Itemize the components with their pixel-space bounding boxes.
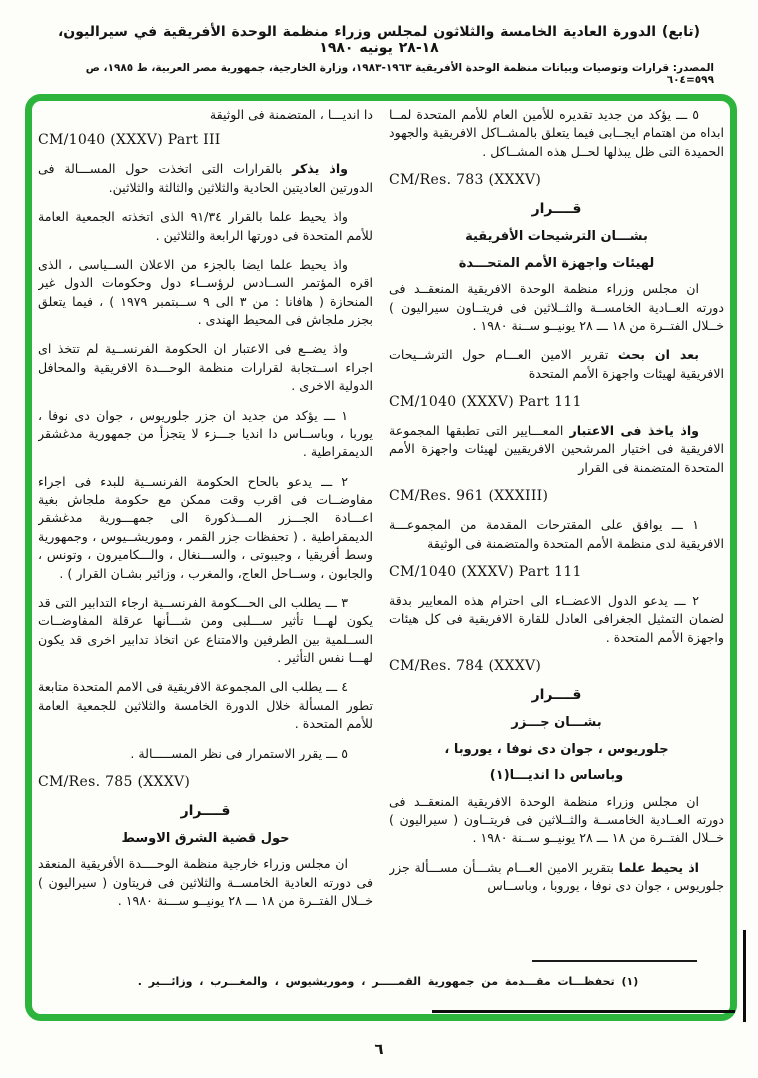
column-right <box>389 106 724 948</box>
paragraph: ١ ـــ يؤكد من جديد ان جزر جلوريوس ، جوان دى نوفا ، يوربا ، وباســاس دا انديا جـــزء لا يتجزأ من جمهورية مدغشقر الديمقراطية . <box>38 407 373 460</box>
paragraph: ان مجلس وزراء خارجية منظمة الوحــــدة الأفريقية المنعقد فى دورته العادية الخامســة والثلاثين فى فريتاون ( سيراليون ) خــلال الفتــرة من ١٨ ـــ ٢٨ يونيــو ســـنة ١٩٨٠ . <box>38 856 373 909</box>
footnote: (١) تحفظـــات مقـــدمة من جمهورية القمـــــر ، وموريشيوس ، والمغـــرب ، وزائـــير . <box>137 975 639 988</box>
paragraph: ٢ ـــ يدعو الدول الاعضــاء الى احترام هذه المعايير بدقة لضمان التمثيل الجغرافى العادل للقارة الافريقية فى كل هيئات واجهزة الأمم المتحدة . <box>389 592 724 645</box>
paragraph <box>38 160 373 197</box>
resolution-ref: CM/Res. 961 (XXXIII) <box>389 488 549 505</box>
column-left <box>38 106 373 948</box>
paragraph-text: المعـــايير التى تطبقها المجموعة الافريقية فى اختيار المرشحين الافريقيين لهيئات واجهزة الأمم المتحدة المتضمنة فى القرار <box>389 423 724 475</box>
resolution-subject: حول قضية الشرق الاوسط <box>121 830 290 846</box>
paragraph: ٤ ـــ يطلب الى المجموعة الافريقية فى الامم المتحدة متابعة تطور المسألة خلال الدورة الخامسة والثلاثين للجمعية العامة للأمم المتحدة . <box>38 679 373 732</box>
paragraph: واذ يحيط علما ايضا بالجزء من الاعلان الســياسى ، الذى اقره المؤتمر الســادس لرؤســاء دول وحكومات الدول غير المنحازة ( هافانا : من ٣ الى ٩ ســبتمبر ١٩٧٩ ) ، فيما يتعلق بجزر ملجاش فى المحيط الهندى . <box>38 256 373 327</box>
resolution-ref: CM/1040 (XXXV) Part 111 <box>389 394 582 410</box>
scan-artifact-line <box>432 1010 735 1013</box>
paragraph-text: بالقرارات التى اتخذت حول المســـالة فى الدورتين العاديتين الحادية والثلاثين والثالثة والثلاثين. <box>38 161 373 195</box>
paragraph: ١ ـــ يوافق على المقترحات المقدمة من المجموعـــة الافريقية لدى منظمة الأمم المتحدة والمتضمنة فى الوثيقة <box>389 517 724 551</box>
paragraph: واذ يضــع فى الاعتبار ان الحكومة الفرنســية لم تتخذ اى اجراء اســتجابة لقرارات منظمة الوحـــدة الافريقية والمحافل الدولية الاخرى . <box>38 341 373 394</box>
paragraph-text: بتقرير الامين العـــام بشـــأن مســـألة جزر جلوريوس ، جوان دى نوفا ، يوروبا ، وباســاس <box>389 859 724 893</box>
resolution-ref: CM/Res. 785 (XXXV) <box>38 773 191 790</box>
resolution-heading: قــــرار <box>531 687 582 703</box>
page-number: ٦ <box>374 1040 384 1058</box>
footnote-separator <box>532 960 697 962</box>
paragraph <box>389 859 724 896</box>
scan-artifact-line <box>743 930 746 1022</box>
paragraph: ان مجلس وزراء منظمة الوحدة الافريقية المنعقــد فى دورته العــادية الخامســة والثــلاثين فى فريتــاون ( سيراليون ) خــلال الفتــرة من ١٨ ـــ ٢٨ يونيــو ســنة ١٩٨٠ . <box>389 793 724 846</box>
paragraph: ٣ ـــ يطلب الى الحـــكومة الفرنســية ارجاء التدابير التى قد يكون لهـــا تأثير ســـلبى ومن شـــأنها عرقلة المفاوضــات الســلمية بين الطرفين والامتناع عن اتخاذ تدابير اخرى قد يكون لهـــا نفس التأثير . <box>38 594 373 665</box>
paragraph <box>389 346 724 383</box>
paragraph-lead: واذ يذكر <box>292 161 348 177</box>
document-header-title: (تابع) الدورة العادية الخامسة والثلاثون لمجلس وزراء منظمة الوحدة الأفريقية في سيراليون، ١٨-٢٨ يونيه ١٩٨٠ <box>57 24 701 56</box>
resolution-ref: CM/1040 (XXXV) Part III <box>38 132 221 149</box>
paragraph: ٥ ـــ يؤكد من جديد تقديره للأمين العام للأمم المتحدة لمــا ابداه من اهتمام ايجــابى فيما يتعلق بالمشــاكل الافريقية والجهود الحميدة التى ظل يبذلها لحــل هذه المشــاكل . <box>389 107 724 159</box>
paragraph-text: تقرير الامين العـــام حول الترشــيحات الافريقية لهيئات واجهزة الأمم المتحدة <box>389 347 724 381</box>
paragraph-lead: واذ ياخذ فى الاعتبار <box>569 423 699 438</box>
resolution-heading: قــــرار <box>531 201 582 218</box>
paragraph: ٢ ـــ يدعو بالحاح الحكومة الفرنســية للبدء فى اجراء مفاوضــات فى اقرب وقت ممكن مع حكومة ملجاش بغية اعـــادة الجـــزر المـــذكورة الى جمهـــورية مدغشقر الديمقراطية . ( تحفظات جزر القمر ، وموريشــيوس ، وجمهورية وسط أفريقيا ، وجيبوتى ، والســـنغال ، والـــكاميرون ، وتونس ، والجابون ، وســاحل العاج، والمغرب ، وزائير بشـان القرار ) . <box>38 473 373 581</box>
resolution-subject: بشـــان الترشيحات الأفريقية <box>465 229 648 245</box>
text-columns <box>38 106 724 948</box>
resolution-subject: لهيئات واجهزة الأمم المتحـــدة <box>458 255 655 271</box>
paragraph-lead: اذ يحيط علما <box>618 859 699 875</box>
resolution-ref: CM/Res. 784 (XXXV) <box>389 658 542 674</box>
resolution-subject: وباساس دا انديـــا(١) <box>489 768 624 783</box>
paragraph: ٥ ـــ يقرر الاستمرار فى نظر المســـــالة . <box>130 745 348 761</box>
paragraph-continuation: دا انديـــا ، المتضمنة فى الوثيقة <box>209 107 373 122</box>
paragraph: ان مجلس وزراء منظمة الوحدة الافريقية المنعقــد فى دورته العــادية الخامســة والثــلاثين فى فريتــاون سيراليون ) خــلال الفتــرة من ١٨ ـــ ٢٨ يونيــو ســنة ١٩٨٠ . <box>389 281 724 333</box>
document-source-line: المصدر: قرارات وتوصيات وبيانات منظمة الوحدة الأفريقية ١٩٦٣-١٩٨٣، وزارة الخارجية، جمهورية مصر العربية، ط ١٩٨٥، ص ٥٩٩=٦٠٤ <box>85 62 714 86</box>
paragraph <box>389 422 724 477</box>
resolution-subject: بشـــان جـــزر <box>511 715 602 730</box>
resolution-ref: CM/Res. 783 (XXXV) <box>389 172 542 189</box>
paragraph: واذ يحيط علما بالقرار ٩١/٣٤ الذى اتخذته الجمعية العامة للأمم المتحدة فى دورتها الرابعة والثلاثين . <box>38 209 373 243</box>
resolution-subject: جلوريوس ، جوان دى نوفا ، يوروبا ، <box>444 741 669 757</box>
paragraph-lead: بعد ان بحث <box>617 347 699 363</box>
resolution-ref: CM/1040 (XXXV) Part 111 <box>389 563 582 580</box>
resolution-heading: قــــرار <box>180 802 231 819</box>
